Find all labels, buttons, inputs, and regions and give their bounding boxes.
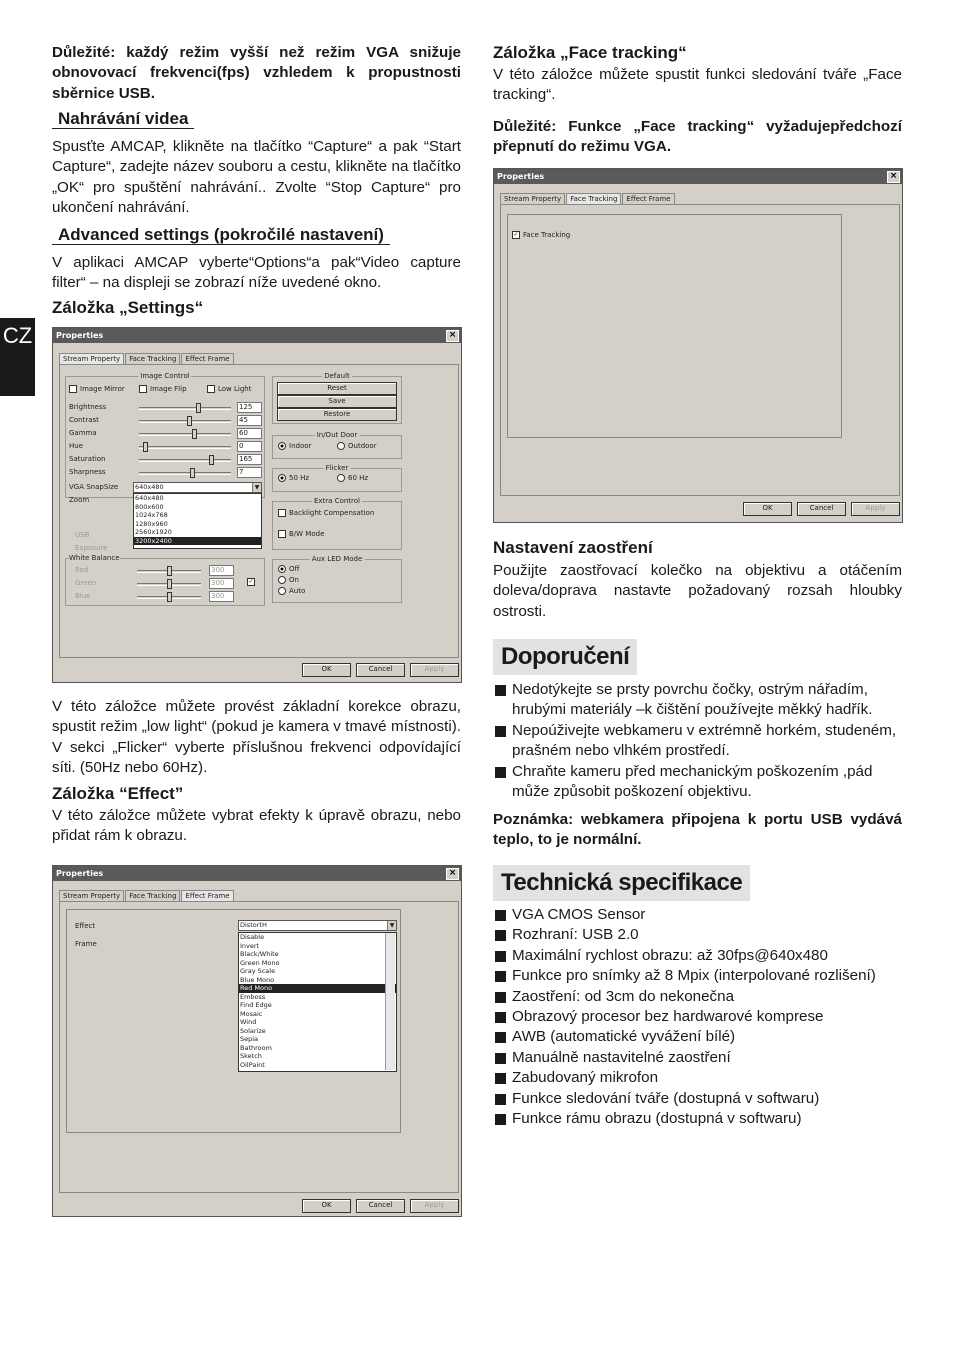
radio-icon	[278, 565, 286, 573]
led-on-radio[interactable]	[278, 576, 299, 584]
image-mirror-label: Image Mirror	[80, 385, 125, 393]
slider-label: Sharpness	[69, 468, 106, 476]
snapsize-dropdown[interactable]	[133, 493, 262, 549]
aux-title: Aux LED Mode	[311, 555, 363, 563]
settings-dialog	[52, 327, 462, 683]
slider-label: Contrast	[69, 416, 99, 424]
wb-thumb[interactable]	[167, 579, 172, 589]
apply-button[interactable]: Apply	[410, 663, 459, 677]
close-icon[interactable]: ×	[446, 868, 459, 880]
wb-value: 300	[209, 578, 234, 589]
list-item[interactable]: 800x600	[135, 502, 164, 511]
radio-icon	[278, 587, 286, 595]
face-inner-panel	[507, 214, 842, 438]
chevron-down-icon: ▼	[252, 483, 261, 492]
list-item[interactable]: Gray Scale	[240, 967, 276, 975]
language-tab: CZ	[0, 318, 35, 396]
important-note: Důležité: každý režim vyšší než režim VGA snižuje obnovovací frekvenci(fps) vzhledem k propustnosti sběrnice USB.	[52, 44, 461, 102]
spec-heading: Technická specifikace	[493, 865, 750, 901]
wb-thumb[interactable]	[167, 566, 172, 576]
slider-track[interactable]	[139, 472, 231, 475]
snapsize-select[interactable]	[133, 482, 262, 493]
spec-list	[493, 905, 913, 1129]
ok-button[interactable]: OK	[302, 663, 351, 677]
slider-value: 45	[237, 415, 262, 426]
indoor-label: Indoor	[289, 442, 312, 450]
effect-heading: Záložka “Effect”	[52, 784, 184, 803]
slider-thumb[interactable]	[190, 468, 195, 478]
reset-button[interactable]: Reset	[277, 382, 397, 395]
wb-track[interactable]	[137, 596, 201, 599]
list-item[interactable]: Black/White	[240, 950, 279, 958]
save-button[interactable]: Save	[277, 395, 397, 408]
list-item: Funkce rámu obrazu (dostupná v softwaru)	[493, 1109, 913, 1129]
slider-label: Gamma	[69, 429, 97, 437]
wb-auto-checkbox[interactable]	[247, 578, 258, 586]
advanced-heading-text: Advanced settings (pokročilé nastavení)	[52, 225, 390, 245]
settings-heading: Záložka „Settings“	[52, 298, 204, 317]
slider-thumb[interactable]	[209, 455, 214, 465]
recording-text: Spusťte AMCAP, klikněte na tlačítko “Capture“ a pak “Start Capture“, zadejte název souboru a cestu, klikněte na tlačítko „OK“ pro spuštění nahrávání.. Zvolte “Stop Capture“ pro ukončení nahrávání.	[52, 138, 461, 217]
led-on-label: On	[289, 576, 299, 584]
radio-icon	[337, 442, 345, 450]
slider-thumb[interactable]	[196, 403, 201, 413]
close-icon[interactable]: ×	[887, 171, 900, 183]
checkbox-icon	[207, 385, 215, 393]
image-flip-checkbox[interactable]	[139, 385, 187, 393]
extra-title: Extra Control	[313, 497, 361, 505]
advanced-heading	[52, 224, 390, 246]
face-note: Důležité: Funkce „Face tracking“ vyžadujepředchozí přepnutí do režimu VGA.	[493, 118, 902, 156]
face-text: V této záložce můžete spustit funkci sledování tváře „Face tracking“.	[493, 66, 902, 104]
dialog-titlebar	[53, 866, 461, 881]
wb-track[interactable]	[137, 570, 201, 573]
slider-value: 7	[237, 467, 262, 478]
list-item[interactable]: Mosaic	[240, 1009, 263, 1018]
effect-select[interactable]	[238, 920, 397, 931]
dialog-titlebar	[53, 328, 461, 343]
wb-track[interactable]	[137, 583, 201, 586]
list-item: AWB (automatické vyvážení bílé)	[493, 1027, 913, 1047]
radio-icon	[278, 576, 286, 584]
list-item: Zaostření: od 3cm do nekonečna	[493, 987, 913, 1007]
tab-effect-frame[interactable]: Effect Frame	[181, 353, 233, 364]
effect-value: DistortH	[240, 921, 267, 929]
check-icon: ✓	[248, 578, 254, 585]
list-item[interactable]: 1280x960	[135, 519, 168, 528]
list-item: Chraňte kameru před mechanickým poškozením ,pád může způsobit poškození objektivu.	[493, 762, 902, 803]
slider-thumb[interactable]	[143, 442, 148, 452]
list-item: Manuálně nastavitelné zaostření	[493, 1048, 913, 1068]
ok-button[interactable]: OK	[302, 1199, 351, 1213]
list-item[interactable]: Sepia	[240, 1035, 259, 1043]
slider-thumb[interactable]	[187, 416, 192, 426]
low-light-label: Low Light	[218, 385, 252, 393]
led-off-label: Off	[289, 565, 300, 573]
recording-heading-text: Nahrávání videa	[52, 109, 194, 129]
slider-value: 60	[237, 428, 262, 439]
wb-value: 300	[209, 591, 234, 602]
list-item[interactable]: Disable	[240, 933, 265, 941]
tab-stream-property[interactable]: Stream Property	[500, 193, 565, 204]
flicker-title: Flicker	[325, 464, 349, 472]
list-item[interactable]: Emboss	[240, 992, 266, 1001]
zoom-label: Zoom	[69, 496, 90, 504]
backlight-checkbox[interactable]	[278, 509, 374, 517]
apply-button[interactable]: Apply	[410, 1199, 459, 1213]
face-tracking-checkbox[interactable]	[512, 231, 570, 239]
chevron-down-icon: ▼	[387, 921, 396, 930]
vga-snapsize-label: VGA SnapSize	[69, 483, 119, 491]
led-auto-radio[interactable]	[278, 587, 305, 595]
slider-value: 165	[237, 454, 262, 465]
indoor-radio[interactable]	[278, 442, 311, 450]
slider-track[interactable]	[139, 433, 231, 436]
bw-mode-checkbox[interactable]	[278, 530, 324, 538]
recommend-list	[493, 680, 902, 802]
tab-face-tracking[interactable]: Face Tracking	[125, 890, 180, 901]
recommend-heading: Doporučení	[493, 639, 637, 675]
slider-track[interactable]	[139, 459, 231, 462]
image-mirror-checkbox[interactable]	[69, 385, 125, 393]
slider-value: 125	[237, 402, 262, 413]
low-light-checkbox[interactable]	[207, 385, 251, 393]
slider-label: Saturation	[69, 455, 106, 463]
radio-icon	[278, 442, 286, 450]
tab-stream-property[interactable]: Stream Property	[59, 890, 124, 901]
hz60-radio[interactable]	[337, 474, 368, 482]
face-dialog	[493, 168, 903, 523]
restore-button[interactable]: Restore	[277, 408, 397, 421]
tab-face-tracking[interactable]: Face Tracking	[125, 353, 180, 364]
list-item[interactable]: 640x480	[135, 494, 164, 502]
dialog-title: Properties	[497, 172, 545, 181]
tab-bar	[59, 353, 235, 364]
list-item: Nedotýkejte se prsty povrchu čočky, ostrým nářadím, hrubými materiály –k čištění používejte měkký hadřík.	[493, 680, 902, 721]
close-icon[interactable]: ×	[446, 330, 459, 342]
radio-icon	[278, 474, 286, 482]
white-balance-title: White Balance	[69, 554, 120, 562]
list-item[interactable]: 1024x768	[135, 511, 168, 519]
tab-stream-property[interactable]: Stream Property	[59, 353, 124, 364]
slider-label: Hue	[69, 442, 84, 450]
tab-face-tracking[interactable]: Face Tracking	[566, 193, 621, 204]
tab-bar	[59, 890, 235, 901]
hz50-radio[interactable]	[278, 474, 309, 482]
default-title: Default	[324, 372, 350, 380]
list-item[interactable]: Wind	[240, 1018, 257, 1026]
image-flip-label: Image Flip	[150, 385, 187, 393]
list-item[interactable]: Find Edge	[240, 1001, 272, 1009]
radio-icon	[337, 474, 345, 482]
hz50-label: 50 Hz	[289, 474, 310, 482]
advanced-text: V aplikaci AMCAP vyberte“Options“a pak“Video capture filter“ – na displeji se zobrazí níže uvedené okno.	[52, 254, 461, 292]
wb-thumb[interactable]	[167, 592, 172, 602]
list-item: VGA CMOS Sensor	[493, 905, 913, 925]
slider-track[interactable]	[139, 446, 231, 449]
bw-mode-label: B/W Mode	[289, 530, 325, 538]
effect-text: V této záložce můžete vybrat efekty k úpravě obrazu, nebo přidat rám k obrazu.	[52, 807, 461, 845]
list-item: Zabudovaný mikrofon	[493, 1068, 913, 1088]
slider-value: 0	[237, 441, 262, 452]
scrollbar[interactable]	[385, 933, 395, 1070]
list-item: Nepoúživejte webkameru v extrémně horkém, studeném, prašném nebo vlhkém prostředí.	[493, 721, 902, 762]
tab-bar	[500, 193, 676, 204]
list-item[interactable]: Solarize	[240, 1026, 266, 1035]
apply-button[interactable]: Apply	[851, 502, 900, 516]
list-item: Funkce pro snímky až 8 Mpix (interpolované rozlišení)	[493, 966, 913, 986]
list-item: Rozhraní: USB 2.0	[493, 925, 913, 945]
dialog-title: Properties	[56, 869, 104, 878]
hz60-label: 60 Hz	[348, 474, 369, 482]
list-item: Funkce sledování tváře (dostupná v softwaru)	[493, 1089, 913, 1109]
check-icon: ✓	[513, 231, 519, 238]
list-item[interactable]: OilPaint	[240, 1060, 265, 1069]
image-control-group	[65, 372, 265, 498]
backlight-label: Backlight Compensation	[289, 509, 375, 517]
slider-track[interactable]	[139, 407, 231, 410]
usb-note: Poznámka: webkamera připojena k portu USB vydává teplo, to je normální.	[493, 811, 902, 849]
outdoor-label: Outdoor	[348, 442, 377, 450]
wb-label: Green	[75, 579, 97, 587]
checkbox-icon	[69, 385, 77, 393]
list-item[interactable]: 3200x2400	[134, 537, 261, 546]
slider-thumb[interactable]	[192, 429, 197, 439]
list-item[interactable]: Red Mono	[239, 984, 396, 993]
exposure-label: Exposure	[75, 544, 108, 552]
wb-value: 300	[209, 565, 234, 576]
led-auto-label: Auto	[289, 587, 306, 595]
slider-label: Brightness	[69, 403, 107, 411]
outdoor-radio[interactable]	[337, 442, 377, 450]
checkbox-icon	[278, 509, 286, 517]
recording-heading	[52, 108, 194, 130]
checkbox-icon	[278, 530, 286, 538]
list-item[interactable]: Green Mono	[240, 958, 280, 967]
settings-text: V této záložce můžete provést základní korekce obrazu, spustit režim „low light“ (pokud je kamera v tmavé místnosti). V sekci „Flicker“ vyberte příslušnou frekvenci odpovídající síti. (50Hz nebo 60Hz).	[52, 698, 461, 777]
dialog-title: Properties	[56, 331, 104, 340]
tab-effect-frame[interactable]: Effect Frame	[622, 193, 674, 204]
wb-label: Blue	[75, 592, 91, 600]
cancel-button[interactable]: Cancel	[356, 1199, 405, 1213]
effect-dialog	[52, 865, 462, 1217]
slider-track[interactable]	[139, 420, 231, 423]
list-item[interactable]: Blue Mono	[240, 975, 275, 984]
inout-title: In/Out Door	[316, 431, 358, 439]
cancel-button[interactable]: Cancel	[797, 502, 846, 516]
focus-text: Použijte zaostřovací kolečko na objektivu a otáčením doleva/doprava nastavte požadovaný rozsah hloubky ostrosti.	[493, 562, 902, 620]
led-off-radio[interactable]	[278, 565, 299, 573]
list-item[interactable]: 2560x1920	[135, 528, 172, 536]
cancel-button[interactable]: Cancel	[356, 663, 405, 677]
focus-heading: Nastavení zaostření	[493, 538, 653, 557]
list-item[interactable]: Invert	[240, 941, 260, 950]
effect-label: Effect	[75, 922, 96, 930]
wb-label: Red	[75, 566, 89, 574]
checkbox-icon	[139, 385, 147, 393]
image-control-title: Image Control	[140, 372, 190, 380]
list-item: Obrazový procesor bez hardwarové komprese	[493, 1007, 913, 1027]
face-tracking-label: Face Tracking	[523, 231, 571, 239]
face-heading: Záložka „Face tracking“	[493, 43, 687, 62]
list-item: Maximální rychlost obrazu: až 30fps@640x480	[493, 946, 913, 966]
tab-effect-frame[interactable]: Effect Frame	[181, 890, 233, 901]
dialog-titlebar	[494, 169, 902, 184]
snapsize-value: 640x480	[135, 483, 164, 491]
ok-button[interactable]: OK	[743, 502, 792, 516]
list-item[interactable]: Bathroom	[240, 1043, 272, 1052]
effect-dropdown[interactable]	[238, 932, 397, 1072]
list-item[interactable]: Sketch	[240, 1052, 262, 1060]
frame-label: Frame	[75, 940, 97, 948]
usb-label: USB	[75, 531, 90, 539]
